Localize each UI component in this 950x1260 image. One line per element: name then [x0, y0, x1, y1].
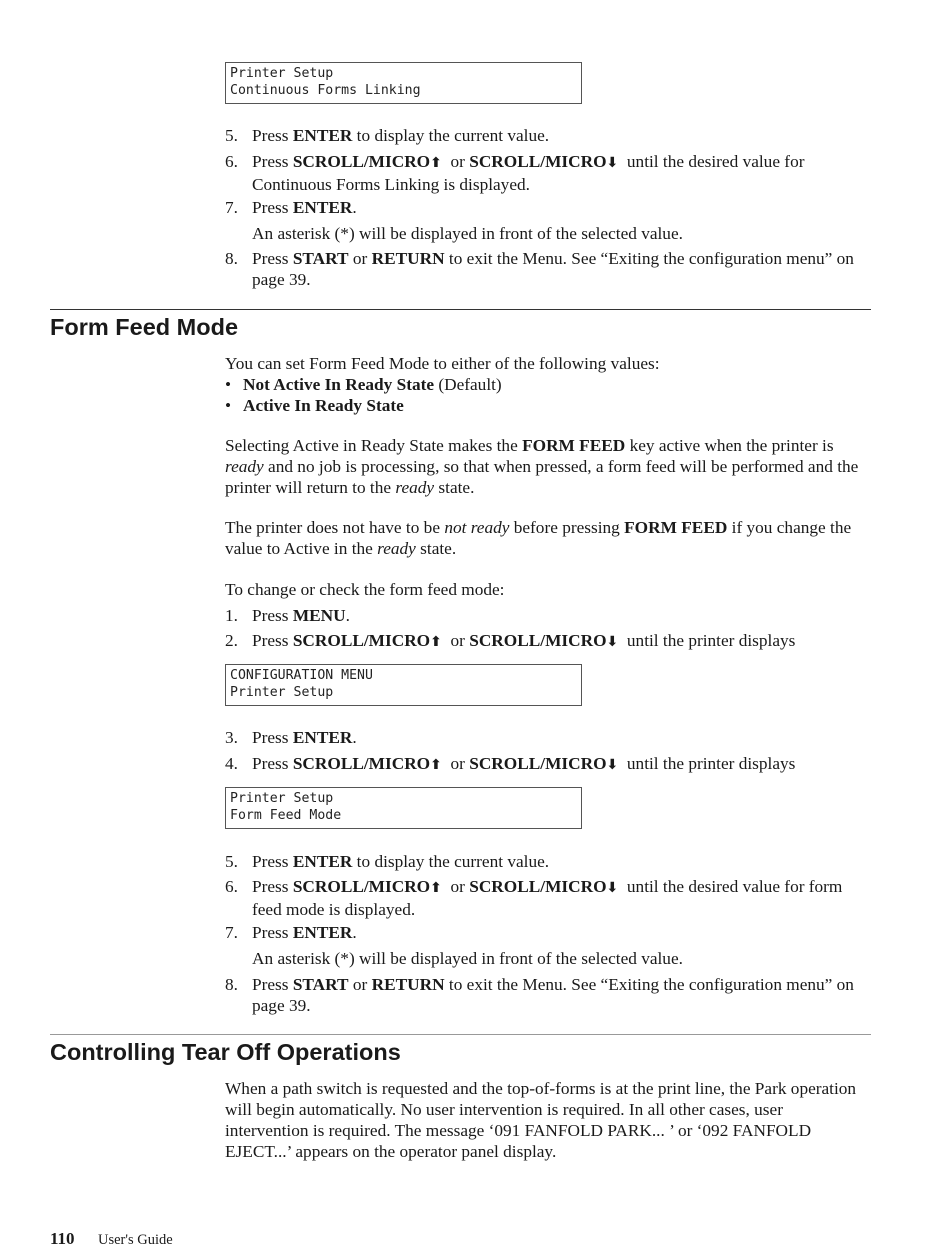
step-note: An asterisk (*) will be displayed in front of the selected value. [252, 224, 683, 243]
step-item: 6. Press SCROLL/MICRO⬆ or SCROLL/MICRO⬇ until the desired value for Continuous Forms Linking is displayed. [225, 152, 809, 194]
lcd-line-2: Form Feed Mode [230, 808, 342, 823]
footer-book-title: User's Guide [98, 1232, 173, 1248]
step-item: 4. Press SCROLL/MICRO⬆ or SCROLL/MICRO⬇ until the printer displays [225, 754, 796, 773]
step-item: 7. Press ENTER. [225, 198, 357, 217]
bullet-item: • Active In Ready State [225, 396, 404, 415]
scroll-up-arrow-icon: ⬆ [430, 634, 442, 650]
lcd-line-1: CONFIGURATION MENU [230, 668, 373, 683]
step-item: 5. Press ENTER to display the current value. [225, 852, 550, 871]
step-item: 8. Press START or RETURN to exit the Menu. See “Exiting the configuration menu” on page 39. [225, 975, 854, 1015]
step-note: An asterisk (*) will be displayed in front of the selected value. [252, 949, 683, 968]
section-divider [50, 309, 871, 310]
step-item: 6. Press SCROLL/MICRO⬆ or SCROLL/MICRO⬇ until the desired value for form feed mode is displayed. [225, 877, 847, 919]
lcd-line-1: Printer Setup [230, 791, 334, 806]
step-item: 5. Press ENTER to display the current value. [225, 126, 550, 145]
lcd-line-2: Printer Setup [230, 685, 334, 700]
step-item: 2. Press SCROLL/MICRO⬆ or SCROLL/MICRO⬇ until the printer displays [225, 631, 796, 650]
scroll-up-arrow-icon: ⬆ [430, 155, 442, 171]
lcd-display-continuous-forms-linking [225, 62, 582, 104]
paragraph-not-ready: The printer does not have to be not ready before pressing FORM FEED if you change the value to Active in the ready state. [225, 518, 852, 558]
scroll-up-arrow-icon: ⬆ [430, 757, 442, 773]
section-heading-form-feed-mode: Form Feed Mode [50, 314, 239, 340]
scroll-down-arrow-icon: ⬇ [606, 757, 619, 773]
step-item: 3. Press ENTER. [225, 728, 357, 747]
lcd-line-2: Continuous Forms Linking [230, 83, 421, 98]
paragraph-to-change: To change or check the form feed mode: [225, 580, 505, 599]
page-number: 110 [50, 1229, 75, 1248]
scroll-down-arrow-icon: ⬇ [606, 155, 619, 171]
paragraph-form-feed-active: Selecting Active in Ready State makes the FORM FEED key active when the printer is ready and no job is processing, so that when pressed, a form feed will be performed and the printer will return to the ready state. [225, 436, 859, 497]
section-heading-tear-off: Controlling Tear Off Operations [50, 1039, 401, 1065]
lcd-display-configuration-menu [225, 664, 582, 706]
step-item: 1. Press MENU. [225, 606, 350, 625]
scroll-up-arrow-icon: ⬆ [430, 880, 442, 896]
bullet-item: • Not Active In Ready State (Default) [225, 375, 502, 394]
lcd-display-form-feed-mode [225, 787, 582, 829]
section-divider [50, 1034, 871, 1035]
paragraph-tear-off: When a path switch is requested and the top-of-forms is at the print line, the Park operation will begin automatically. No user intervention is required. In all other cases, user intervention is required. The message ‘091 FANFOLD PARK... ’ or ‘092 FANFOLD EJECT...’ appears on the operator panel display. [225, 1079, 857, 1161]
lcd-line-1: Printer Setup [230, 66, 334, 81]
step-item: 8. Press START or RETURN to exit the Menu. See “Exiting the configuration menu” on page 39. [225, 249, 854, 289]
scroll-down-arrow-icon: ⬇ [606, 634, 619, 650]
step-item: 7. Press ENTER. [225, 923, 357, 942]
scroll-down-arrow-icon: ⬇ [606, 880, 619, 896]
intro-paragraph: You can set Form Feed Mode to either of the following values: [225, 354, 660, 373]
